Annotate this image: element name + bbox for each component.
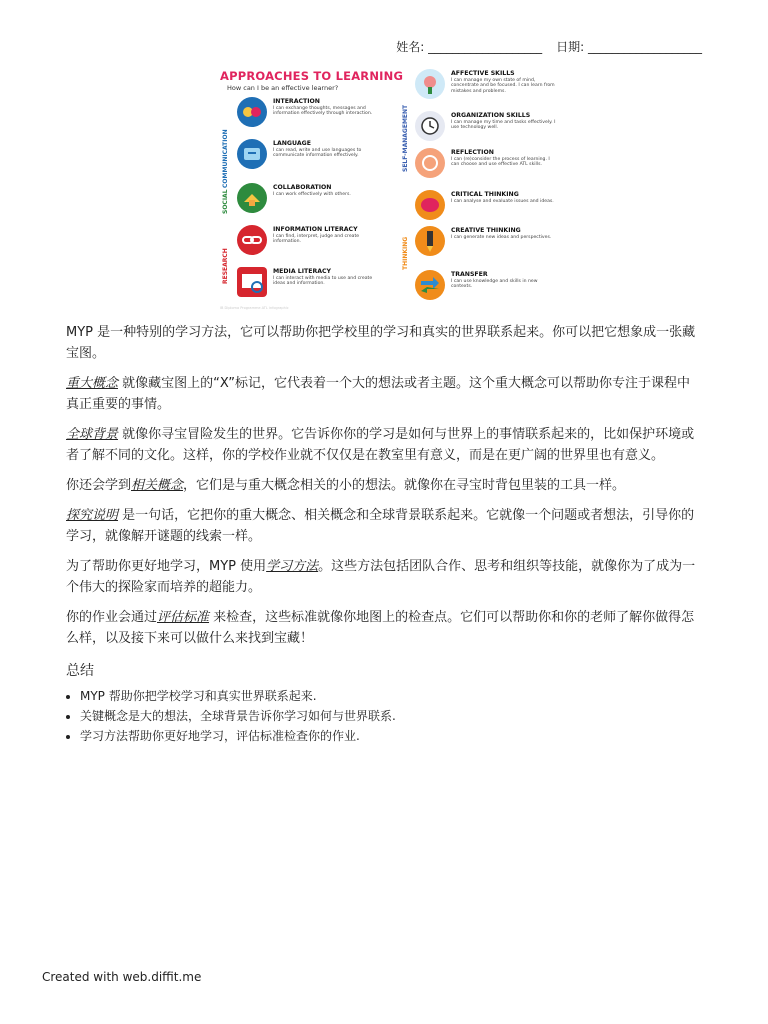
term-atl: 学习方法 [266,559,319,574]
skill-name: AFFECTIVE SKILLS [451,70,515,77]
paragraph-atl [66,556,702,598]
skill-desc: I can interact with media to use and create ideas and information. [273,276,373,287]
paragraph-global-context [66,424,702,466]
skill-transfer [415,270,565,304]
category-research: RESEARCH [222,248,229,284]
clock-icon [415,111,445,141]
infographic-title: APPROACHES TO LEARNING [220,69,404,83]
infographic-subtitle: How can I be an effective learner? [227,84,339,92]
date-field: 日期: ___________________ [556,40,702,54]
article-body [66,322,702,746]
skill-name: TRANSFER [451,271,488,278]
category-communication: COMMUNICATION [222,129,229,188]
paragraph-text: 是一句话，它把你的重大概念、相关概念和全球背景联系起来。它就像一个问题或者想法，引导你的学习，就像解开谜题的线索一样。 [66,508,695,544]
worksheet-header [396,38,702,55]
term-global-context: 全球背景 [66,427,119,442]
skill-desc: I can manage my time and tasks effectively. I use technology well. [451,120,556,131]
summary-list [66,686,702,746]
skill-name: REFLECTION [451,149,494,156]
footer-credit: Created with web.diffit.me [42,970,202,984]
skill-desc: I can find, interpret, judge and create information. [273,234,360,245]
category-social: SOCIAL [222,189,229,214]
skill-desc: I can use knowledge and skills in new contexts. [451,279,538,290]
paragraph-text: 你还会学到 [66,478,132,493]
paragraph-assessment [66,607,702,649]
skill-desc: I can generate new ideas and perspectives. [451,235,552,240]
skill-desc: I can manage my own state of mind, concentrate and be focused. I can learn from mistakes and problems. [451,78,555,94]
atl-infographic [215,64,555,312]
paragraph-text: 就像藏宝图上的“X”标记，它代表着一个大的想法或者主题。这个重大概念可以帮助你专注于课程中真正重要的事情。 [66,376,690,412]
skill-desc: I can analyse and evaluate issues and ideas. [451,199,554,204]
link-icon [237,225,267,255]
skill-name: COLLABORATION [273,184,332,191]
skill-desc: I can work effectively with others. [273,192,351,197]
pencil-icon [415,226,445,256]
reflection-icon [415,148,445,178]
skill-reflection [415,148,565,182]
term-assessment-criteria: 评估标准 [157,610,210,625]
category-thinking: THINKING [402,236,409,270]
paragraph-text: 就像你寻宝冒险发生的世界。它告诉你你的学习是如何与世界上的事情联系起来的，比如保护环境或者了解不同的文化。这样，你的学校作业就不仅仅是在教室里有意义，而是在更广阔的世界里也有意义。 [66,427,695,463]
paragraph-related-concepts [66,475,702,496]
media-icon [237,267,267,297]
paragraph-text: 来检查，这些标准就像你地图上的检查点。它们可以帮助你和你的老师了解你做得怎么样，以及接下来可以做什么来找到宝藏！ [66,610,695,646]
interaction-icon [237,97,267,127]
collaboration-icon [237,183,267,213]
skill-name: INFORMATION LITERACY [273,226,358,233]
paragraph-text: ，它们是与重大概念相关的小的想法。就像你在寻宝时背包里装的工具一样。 [183,478,626,493]
skill-information-literacy [237,225,387,259]
skill-name: LANGUAGE [273,140,311,147]
skill-organization [415,111,565,145]
skill-name: MEDIA LITERACY [273,268,332,275]
skill-name: INTERACTION [273,98,320,105]
term-related-concepts: 相关概念 [131,478,184,493]
skill-desc: I can exchange thoughts, messages and information effectively through interaction. [273,106,373,117]
skill-interaction [237,97,387,131]
term-statement-of-inquiry: 探究说明 [66,508,119,523]
list-item: • 关键概念是大的想法，全球背景告诉你学习如何与世界联系. [80,706,702,726]
category-self-management: SELF-MANAGEMENT [402,104,409,172]
flower-icon [415,69,445,99]
language-icon [237,139,267,169]
paragraph-intro: MYP 是一种特别的学习方法，它可以帮助你把学校里的学习和真实的世界联系起来。你可以把它想象成一张藏宝图。 [66,325,696,361]
skill-name: ORGANIZATION SKILLS [451,112,531,119]
term-key-concept: 重大概念 [66,376,119,391]
skill-desc: I can read, write and use languages to communicate information effectively. [273,148,362,159]
paragraph-text: 你的作业会通过 [66,610,158,625]
skill-media-literacy [237,267,387,301]
infographic-footer: IB Diploma Programme ATL infographic [220,306,289,310]
skill-creative-thinking [415,226,565,260]
skill-affective [415,69,565,103]
skill-critical-thinking [415,190,565,224]
skill-name: CRITICAL THINKING [451,191,519,198]
skill-language [237,139,387,173]
list-item: • 学习方法帮助你更好地学习，评估标准检查你的作业. [80,726,702,746]
paragraph-text: 。这些方法包括团队合作、思考和组织等技能，就像你为了成为一个伟大的探险家而培养的超能力。 [66,559,696,595]
paragraph-key-concept [66,373,702,415]
name-field: 姓名: ___________________ [396,40,543,54]
skill-name: CREATIVE THINKING [451,227,521,234]
summary-heading: 总结 [66,663,94,679]
transfer-arrows-icon [415,270,445,300]
paragraph-statement-of-inquiry [66,505,702,547]
list-item: • MYP 帮助你把学校学习和真实世界联系起来. [80,686,702,706]
skill-desc: I can (re)consider the process of learning. I can choose and use effective ATL skills. [451,157,550,168]
skill-collaboration [237,183,387,217]
brain-icon [415,190,445,220]
paragraph-text: 为了帮助你更好地学习，MYP 使用 [66,559,267,574]
